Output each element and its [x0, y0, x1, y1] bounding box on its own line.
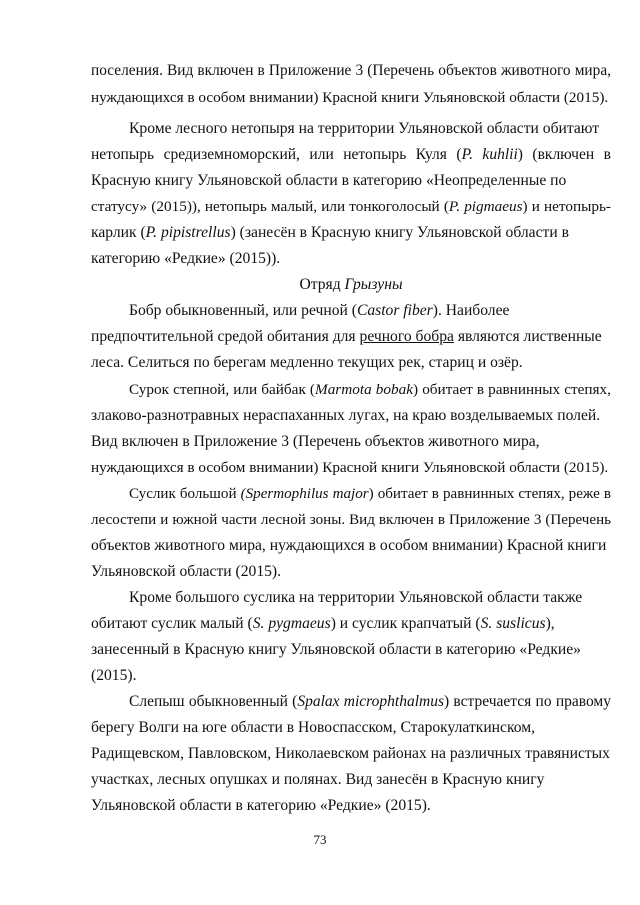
text-span: Ульяновской области (2015). — [91, 563, 282, 580]
text-line — [91, 302, 611, 320]
text-line — [91, 693, 611, 711]
text-line — [91, 146, 611, 164]
text-span: леса. Селиться по берегам медленно текущих рек, стариц и озёр. — [91, 354, 523, 371]
text-line — [91, 407, 611, 425]
text-span: Красную книгу Ульяновской области в категорию «Неопределенные по — [91, 172, 567, 189]
text-span: нетопырь средиземноморский, или нетопырь Куля ( — [91, 146, 462, 163]
text-span: Бобр обыкновенный, или речной ( — [129, 302, 357, 319]
text-span: являются лиственные — [453, 328, 602, 345]
text-line — [91, 250, 611, 268]
text-span: поселения. Вид включен в Приложение 3 (Перечень объектов животного мира, — [91, 62, 611, 79]
order-name: Грызуны — [344, 276, 403, 293]
text-span: ) обитает в равнинных степях, реже в — [368, 486, 612, 502]
text-line — [91, 62, 611, 80]
text-span: злаково-разнотравных нераспаханных лугах, на краю возделываемых полей. — [91, 407, 601, 424]
text-span: Суслик большой — [129, 486, 241, 502]
text-line — [91, 537, 611, 555]
text-span: ) встречается по правому — [443, 693, 611, 710]
page-number: 73 — [313, 832, 327, 847]
text-line — [91, 771, 611, 789]
text-line — [91, 719, 611, 737]
text-line — [91, 89, 611, 107]
text-span: нуждающихся в особом внимании) Красной книги Ульяновской области (2015). — [91, 89, 609, 106]
text-span: Кроме лесного нетопыря на территории Ульяновской области обитают — [129, 120, 600, 137]
text-line — [91, 615, 611, 633]
text-span: ) (занесён в Красную книгу Ульяновской области в — [230, 224, 569, 241]
text-line — [91, 589, 611, 607]
text-span: занесенный в Красную книгу Ульяновской области в категорию «Редкие» — [91, 641, 581, 658]
text-span: Кроме большого суслика на территории Ульяновской области также — [129, 589, 583, 606]
species-name: Marmota bobak — [315, 381, 414, 398]
text-span: предпочтительной средой обитания для — [91, 328, 360, 345]
text-line — [91, 745, 611, 763]
text-line — [91, 381, 611, 399]
text-line — [91, 328, 611, 346]
text-span: ) и нетопырь- — [522, 198, 611, 215]
text-span: нуждающихся в особом внимании) Красной книги Ульяновской области (2015). — [91, 459, 609, 476]
text-line — [91, 667, 611, 685]
species-name: Spalax microphthalmus — [297, 693, 444, 710]
text-span: лесостепи и южной части лесной зоны. Вид включен в Приложение 3 (Перечень — [91, 512, 611, 528]
species-name: (Spermophilus major — [240, 486, 369, 502]
text-line — [91, 511, 611, 529]
text-span: берегу Волги на юге области в Новоспасском, Старокулаткинском, — [91, 719, 535, 736]
species-name: Castor fiber — [356, 302, 433, 319]
species-name: S. suslicus — [480, 615, 546, 632]
text-line — [91, 198, 611, 216]
text-line — [91, 563, 611, 581]
text-span: ) (включен в — [517, 146, 611, 163]
text-span: объектов животного мира, нуждающихся в особом внимании) Красной книги — [91, 537, 607, 554]
text-span: Сурок степной, или байбак ( — [129, 381, 315, 398]
text-span: статусу» (2015)), нетопырь малый, или тонкоголосый ( — [91, 198, 449, 215]
text-span: Радищевском, Павловском, Николаевском районах на различных травянистых — [91, 745, 610, 762]
text-span: обитают суслик малый ( — [91, 615, 253, 632]
text-span: ) и суслик крапчатый ( — [330, 615, 481, 632]
underlined-term: речного бобра — [359, 328, 454, 345]
species-name: S. pygmaeus — [252, 615, 331, 632]
text-span: ). Наиболее — [432, 302, 510, 319]
text-span: карлик ( — [91, 224, 146, 241]
text-line — [91, 354, 611, 372]
text-span: ) обитает в равнинных степях, — [413, 381, 611, 398]
species-name: P. kuhlii — [461, 146, 518, 163]
text-span: Слепыш обыкновенный ( — [129, 693, 298, 710]
text-line — [91, 485, 611, 503]
text-line — [91, 433, 611, 451]
text-line — [91, 224, 611, 242]
text-span: Вид включен в Приложение 3 (Перечень объектов животного мира, — [91, 433, 540, 450]
species-name: P. pipistrellus — [145, 224, 231, 241]
text-span: категорию «Редкие» (2015)). — [91, 250, 281, 267]
text-line — [91, 641, 611, 659]
section-heading — [91, 276, 611, 294]
text-span: (2015). — [91, 667, 137, 684]
text-span: Отряд — [299, 276, 345, 293]
text-line — [91, 120, 611, 138]
text-span: Ульяновской области в категорию «Редкие» (2015). — [91, 797, 431, 814]
text-span: ), — [545, 615, 555, 632]
text-line — [91, 172, 611, 190]
text-line — [91, 459, 611, 477]
text-line — [91, 797, 611, 815]
species-name: P. pigmaeus — [448, 198, 523, 215]
text-span: участках, лесных опушках и полянах. Вид занесён в Красную книгу — [91, 771, 545, 788]
